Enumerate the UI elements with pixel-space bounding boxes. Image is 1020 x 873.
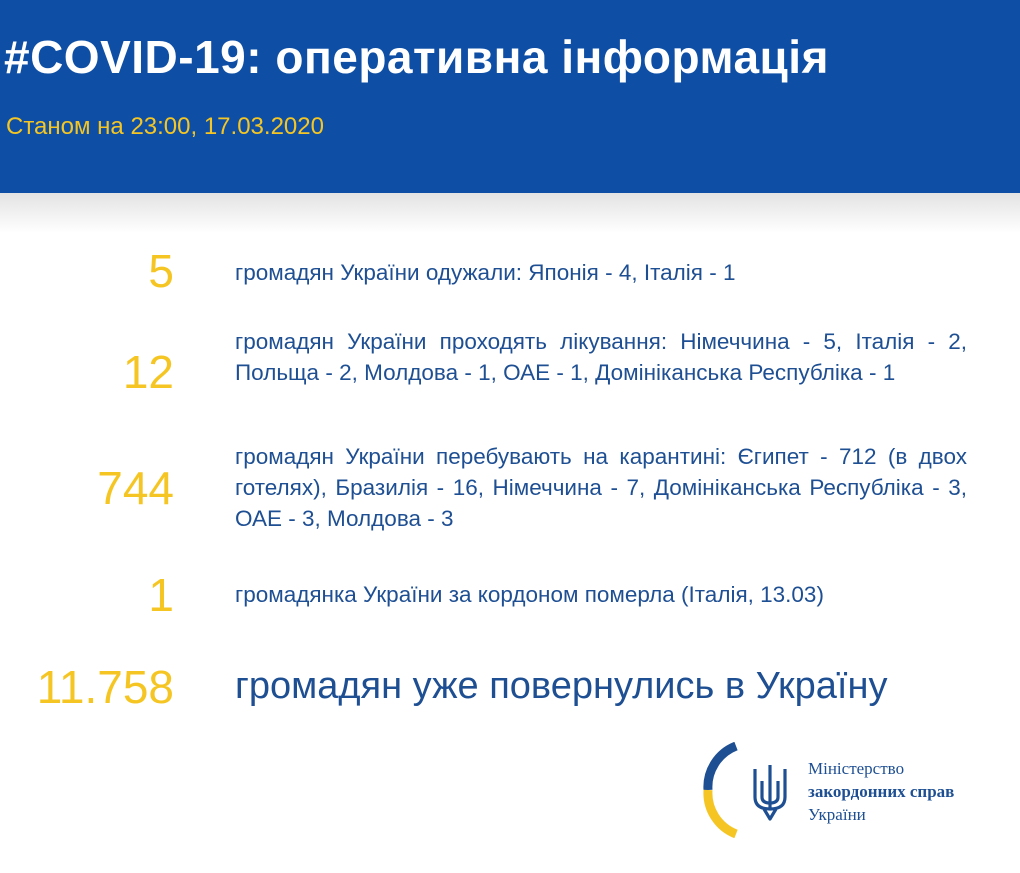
- stat-quarantine-text: громадян України перебувають на карантині: Єгипет - 712 (в двох готелях), Бразилія - 16, Німеччина - 7, Домініканська Республіка - 3, ОАЕ - 3, Молдова - 3: [235, 444, 967, 531]
- stat-treatment-text: громадян України проходять лікування: Німеччина - 5, Італія - 2, Польща - 2, Молдова - 1, ОАЕ - 1, Домініканська Республіка - 1: [235, 329, 967, 385]
- logo-line-2: закордонних справ: [808, 782, 955, 801]
- stat-treatment-number: 12: [122, 346, 174, 398]
- logo-line-1: Міністерство: [808, 759, 905, 778]
- stat-quarantine-number: 744: [97, 462, 174, 514]
- ministry-logo-text: [808, 757, 954, 826]
- stat-recovered-text: громадян України одужали: Японія - 4, Італія - 1: [235, 260, 736, 285]
- logo-line-3: України: [808, 805, 866, 824]
- stat-recovered-number: 5: [148, 245, 174, 297]
- date-subtitle: Станом на 23:00, 17.03.2020: [6, 113, 324, 140]
- stat-returned-text: громадян уже повернулись в Україну: [235, 665, 888, 707]
- header-banner: [0, 0, 1020, 193]
- ministry-arc-icon: [700, 742, 740, 838]
- stat-deceased-text: громадянка України за кордоном померла (Італія, 13.03): [235, 582, 824, 607]
- trident-icon: [752, 763, 788, 821]
- stat-returned-number: 11.758: [36, 661, 174, 713]
- page-title: #COVID-19: оперативна інформація: [4, 31, 829, 83]
- stat-deceased-number: 1: [148, 569, 174, 621]
- header-shadow: [0, 193, 1020, 233]
